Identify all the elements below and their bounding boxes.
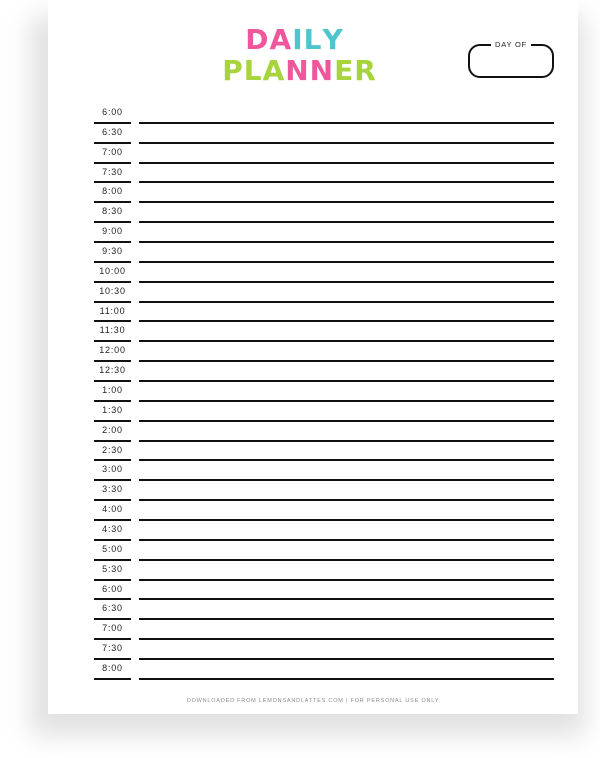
time-slot-label: 10:00 bbox=[99, 265, 126, 276]
title-planner-letter: N bbox=[285, 54, 310, 87]
title-planner-letter: R bbox=[354, 54, 377, 87]
time-slot-row bbox=[94, 303, 554, 323]
time-slot-label: 8:00 bbox=[102, 186, 123, 197]
time-slot-row bbox=[94, 541, 554, 561]
time-slot-label: 2:30 bbox=[102, 444, 123, 455]
time-slot-label: 10:30 bbox=[99, 285, 126, 296]
time-slot-row bbox=[94, 124, 554, 144]
time-slot-row bbox=[94, 442, 554, 462]
time-slot-row bbox=[94, 422, 554, 442]
time-slot-label: 6:30 bbox=[102, 126, 123, 137]
time-slot-label: 8:00 bbox=[102, 663, 123, 674]
time-slot-label: 6:00 bbox=[102, 583, 123, 594]
time-slot-row bbox=[94, 640, 554, 660]
time-slot-label: 5:00 bbox=[102, 543, 123, 554]
time-slot-row bbox=[94, 164, 554, 184]
time-slot-row bbox=[94, 561, 554, 581]
time-slot-row bbox=[94, 144, 554, 164]
time-slot-row bbox=[94, 223, 554, 243]
time-slot-label: 7:30 bbox=[102, 166, 123, 177]
time-slot-row bbox=[94, 600, 554, 620]
time-slot-row bbox=[94, 660, 554, 680]
title-planner-letter: E bbox=[334, 54, 355, 87]
title-daily-letter: A bbox=[269, 23, 293, 56]
day-of-field[interactable] bbox=[468, 40, 554, 78]
time-slot-label: 9:00 bbox=[102, 226, 123, 237]
title-planner-letter: A bbox=[262, 54, 286, 87]
time-slot-row bbox=[94, 322, 554, 342]
time-slot-row bbox=[94, 183, 554, 203]
time-slot-label: 9:30 bbox=[102, 246, 123, 257]
time-slot-label: 4:00 bbox=[102, 504, 123, 515]
time-slot-row bbox=[94, 342, 554, 362]
time-slot-row bbox=[94, 521, 554, 541]
writing-line[interactable] bbox=[139, 678, 554, 680]
time-slot-label: 1:00 bbox=[102, 385, 123, 396]
time-slot-label: 12:00 bbox=[99, 345, 126, 356]
time-slot-row bbox=[94, 461, 554, 481]
time-slot-row bbox=[94, 104, 554, 124]
time-slot-label: 3:30 bbox=[102, 484, 123, 495]
footer-credit: DOWNLOADED FROM LEMONSANDLATTES.COM | FOR PERSONAL USE ONLY bbox=[186, 698, 440, 704]
time-slot-row bbox=[94, 402, 554, 422]
time-slot-label: 11:30 bbox=[99, 325, 126, 336]
planner-page bbox=[48, 0, 578, 714]
time-underline bbox=[94, 678, 131, 680]
time-slot-label: 7:30 bbox=[102, 643, 123, 654]
title-planner-letter: L bbox=[243, 54, 263, 87]
title-planner-letter: P bbox=[222, 54, 244, 87]
time-slot-row bbox=[94, 362, 554, 382]
time-slot-label: 8:30 bbox=[102, 206, 123, 217]
time-slot-row bbox=[94, 501, 554, 521]
time-slot-label: 1:30 bbox=[102, 404, 123, 415]
time-slot-row bbox=[94, 382, 554, 402]
time-slot-label: 6:00 bbox=[102, 107, 123, 117]
time-slot-label: 3:00 bbox=[102, 464, 123, 475]
time-slot-label: 7:00 bbox=[102, 146, 123, 157]
time-slot-label: 5:30 bbox=[102, 563, 123, 574]
time-slot-label: 12:30 bbox=[99, 365, 126, 376]
time-slot-row bbox=[94, 203, 554, 223]
time-slot-row bbox=[94, 243, 554, 263]
time-slot-row bbox=[94, 481, 554, 501]
title-daily-letter: D bbox=[245, 23, 270, 56]
time-slot-label: 11:00 bbox=[99, 305, 126, 316]
time-slot-label: 4:30 bbox=[102, 524, 123, 535]
title-daily-letter: L bbox=[303, 23, 323, 56]
time-slot-row bbox=[94, 283, 554, 303]
time-slot-row bbox=[94, 263, 554, 283]
day-of-label: DAY OF bbox=[491, 40, 531, 50]
time-slot-label: 6:30 bbox=[102, 603, 123, 614]
title-daily-letter: Y bbox=[322, 23, 344, 56]
time-slot-row bbox=[94, 620, 554, 640]
time-slot-label: 2:00 bbox=[102, 424, 123, 435]
title-planner-letter: N bbox=[309, 54, 335, 87]
time-slot-label: 7:00 bbox=[102, 623, 123, 634]
time-slot-row bbox=[94, 581, 554, 601]
title-daily-letter: I bbox=[292, 23, 304, 56]
time-schedule bbox=[94, 104, 554, 680]
